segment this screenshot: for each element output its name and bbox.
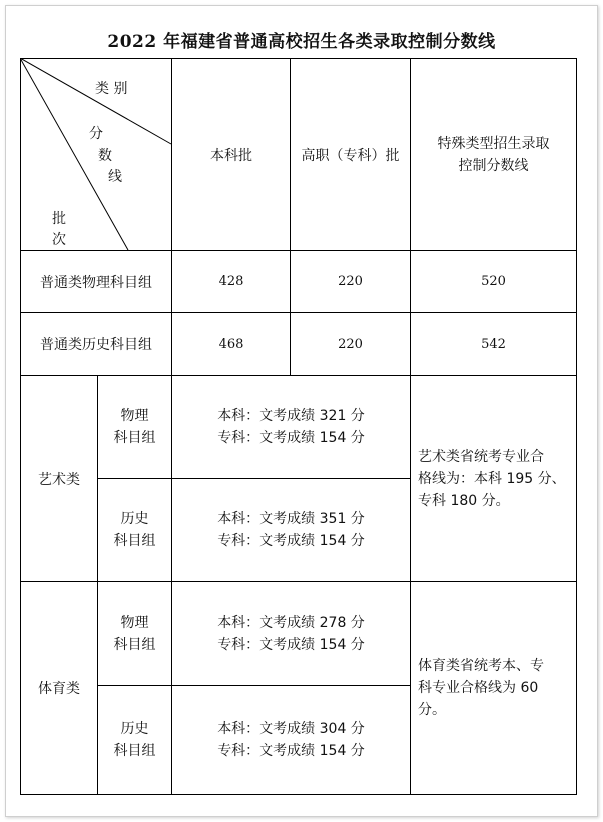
art-history-scores <box>172 479 410 581</box>
art-physics-group <box>98 376 171 478</box>
header-special <box>411 59 576 250</box>
sports-physics-name-2: 科目组 <box>113 636 156 653</box>
diag-label-score-1: 分 <box>89 126 103 142</box>
cell-physics-vocational: 220 <box>338 274 363 289</box>
art-note-line-1: 艺术类省统考专业合 <box>418 448 544 465</box>
diag-label-batch-2: 次 <box>52 232 66 248</box>
art-history-name-1: 历史 <box>120 511 149 527</box>
sports-history-line-2: 专科：文考成绩 154 分 <box>217 743 365 759</box>
table-border-right <box>576 58 577 795</box>
sports-history-line-1: 本科：文考成绩 304 分 <box>217 721 365 737</box>
cell-physics-special: 520 <box>481 274 506 289</box>
sports-note-line-1: 体育类省统考本、专 <box>418 658 544 674</box>
table-border-bottom <box>20 794 577 795</box>
art-history-group <box>98 479 171 581</box>
sports-note <box>418 582 574 794</box>
sports-physics-name-1: 物理 <box>120 614 149 631</box>
sports-physics-line-2: 专科：文考成绩 154 分 <box>217 636 365 653</box>
art-physics-name-1: 物理 <box>120 408 149 424</box>
header-special-line-1: 特殊类型招生录取 <box>437 135 550 152</box>
header-undergrad: 本科批 <box>210 147 252 164</box>
art-history-name-2: 科目组 <box>113 533 156 549</box>
diag-label-score-3: 线 <box>108 169 122 185</box>
header-special-line-2: 控制分数线 <box>458 157 529 174</box>
sports-physics-group <box>98 582 171 685</box>
art-physics-scores <box>172 376 410 478</box>
sports-note-line-2: 科专业合格线为 60 <box>418 680 539 696</box>
art-history-line-2: 专科：文考成绩 154 分 <box>217 533 365 549</box>
diag-label-category: 类 别 <box>95 81 128 97</box>
cell-history-undergrad: 468 <box>218 336 244 352</box>
cell-history-vocational: 220 <box>338 336 363 352</box>
art-category-label: 艺术类 <box>38 471 80 488</box>
sports-history-name-1: 历史 <box>120 721 149 737</box>
cell-physics-undergrad: 428 <box>218 274 244 289</box>
sports-history-group <box>98 686 171 794</box>
row-label-history: 普通类历史科目组 <box>40 337 152 353</box>
page-title: 2022 年福建省普通高校招生各类录取控制分数线 <box>107 32 496 52</box>
sports-physics-scores <box>172 582 410 685</box>
sports-history-name-2: 科目组 <box>113 743 156 759</box>
diag-label-score-2: 数 <box>98 148 112 164</box>
art-history-line-1: 本科：文考成绩 351 分 <box>217 511 365 527</box>
sports-category-label: 体育类 <box>38 681 80 697</box>
art-note-line-3: 专科 180 分。 <box>418 492 510 509</box>
art-physics-line-1: 本科：文考成绩 321 分 <box>217 408 365 424</box>
row-label-physics: 普通类物理科目组 <box>40 274 152 291</box>
art-physics-line-2: 专科：文考成绩 154 分 <box>217 430 365 446</box>
art-note <box>418 376 574 581</box>
cell-history-special: 542 <box>481 336 506 352</box>
sports-note-line-3: 分。 <box>418 702 446 718</box>
art-note-line-2: 格线为：本科 195 分、 <box>418 470 566 487</box>
header-vocational: 高职（专科）批 <box>301 147 400 164</box>
diag-label-batch-1: 批 <box>52 211 66 227</box>
art-physics-name-2: 科目组 <box>113 430 156 446</box>
sports-history-scores <box>172 686 410 794</box>
sports-physics-line-1: 本科：文考成绩 278 分 <box>217 614 365 631</box>
